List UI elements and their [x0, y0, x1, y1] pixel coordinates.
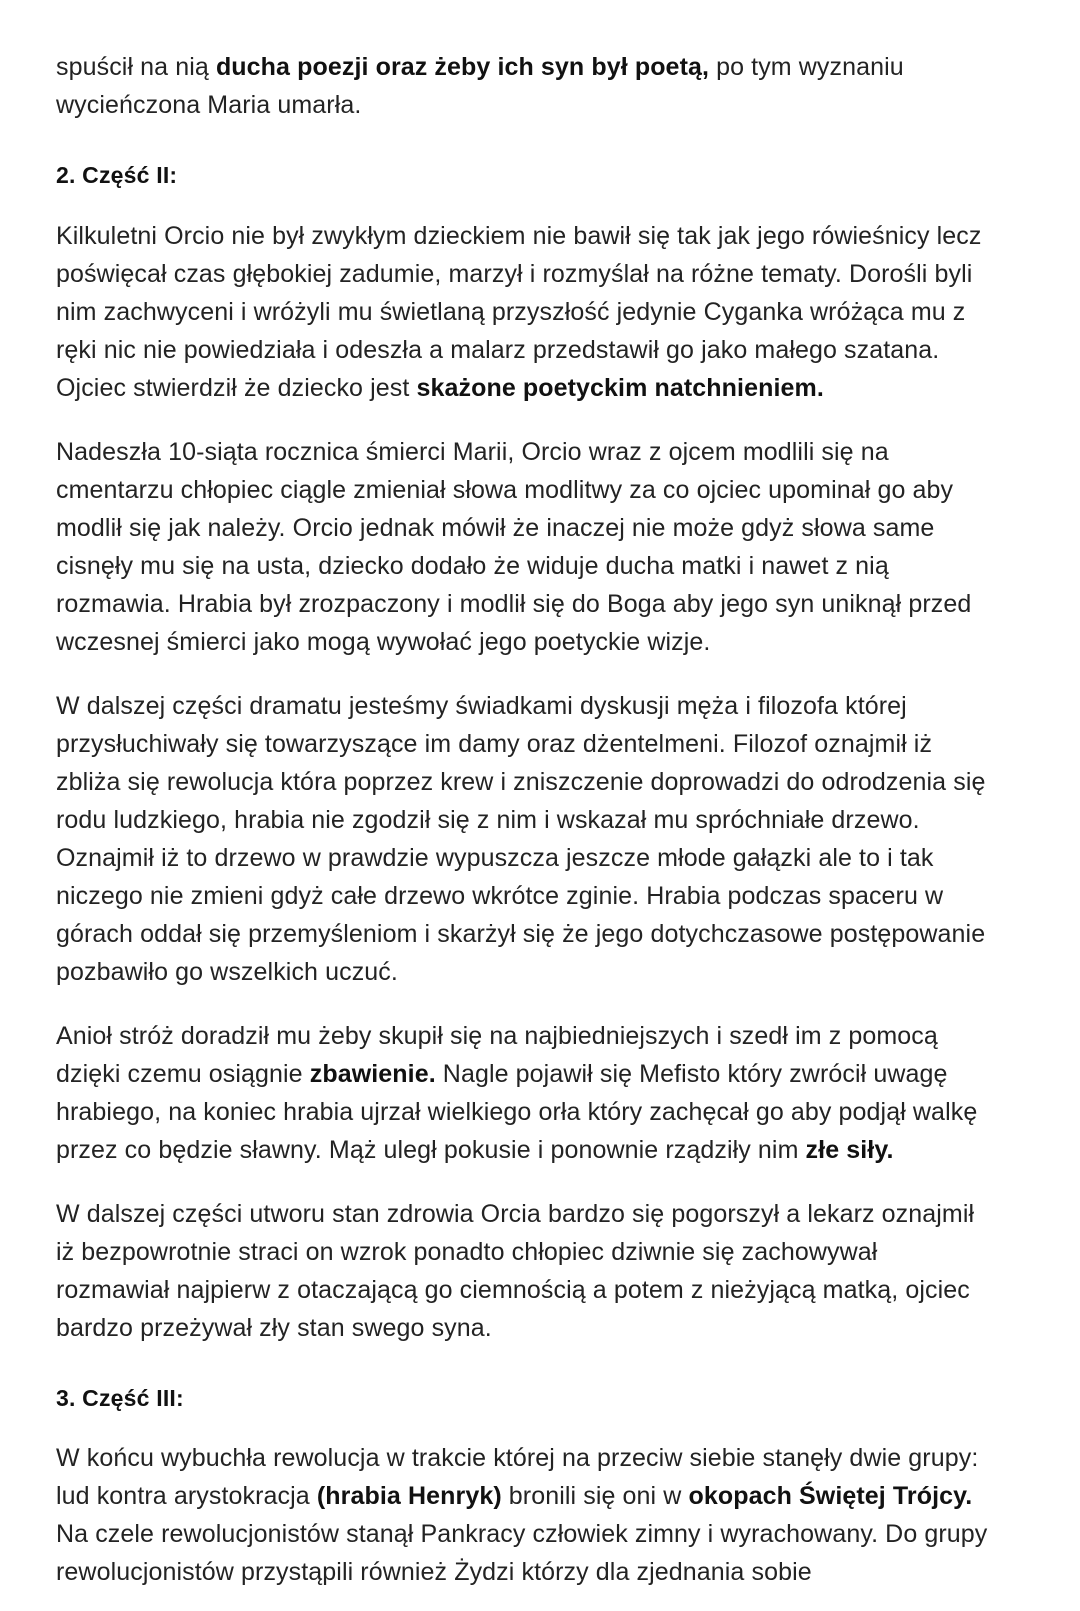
body-text: W dalszej części utworu stan zdrowia Orcia bardzo się pogorszył a lekarz oznajmił iż bezpowrotnie straci on wzrok ponadto chłopiec dziwnie się zachowywał rozmawiał najpierw z otaczającą go ciemnością a potem z nieżyjącą matką, ojciec bardzo przeżywał zły stan swego syna.	[56, 1199, 975, 1342]
body-text: Nadeszła 10-siąta rocznica śmierci Marii, Orcio wraz z ojcem modlili się na cmentarzu chłopiec ciągle zmieniał słowa modlitwy za co ojciec upominał go aby modlił się jak należy. Orcio jednak mówił że inaczej nie może gdyż słowa same cisnęły mu się na usta, dziecko dodało że widuje ducha matki i nawet z nią rozmawia. Hrabia był zrozpaczony i modlił się do Boga aby jego syn uniknął przed wczesnej śmierci jako mogą wywołać jego poetyckie wizje.	[56, 437, 972, 656]
body-text: Na czele rewolucjonistów stanął Pankracy człowiek zimny i wyrachowany. Do grupy rewolucjonistów przystąpili również Żydzi którzy dla zjednania sobie	[56, 1520, 988, 1586]
emphasis-text: 3. Część III:	[56, 1384, 184, 1411]
paragraph-rocznica-smierci	[56, 433, 996, 661]
body-text: Anioł stróż doradził mu żeby skupił się na najbiedniejszych i szedł im z pomocą dzięki czemu osiągnie	[56, 1021, 938, 1088]
emphasis-text: złe siły.	[805, 1135, 894, 1164]
paragraph-rewolucja	[56, 1439, 996, 1591]
body-text: W końcu wybuchła rewolucja w trakcie której na przeciw siebie stanęły dwie grupy: lud kontra arystokracja	[56, 1444, 979, 1510]
emphasis-text: zbawienie.	[309, 1059, 436, 1088]
paragraph-stan-zdrowia-orcia	[56, 1195, 996, 1347]
paragraph-aniol-stroz	[56, 1017, 996, 1169]
paragraph-intro-continuation	[56, 48, 996, 124]
emphasis-text: skażone poetyckim natchnieniem.	[416, 373, 824, 402]
body-text: bronili się oni w	[501, 1482, 689, 1510]
paragraph-dyskusja-filozofa	[56, 687, 996, 991]
emphasis-text: ducha poezji oraz żeby ich syn był poetą,	[215, 53, 710, 81]
heading-czesc-iii	[56, 1381, 996, 1416]
emphasis-text: (hrabia Henryk)	[316, 1482, 502, 1510]
body-text: Nagle pojawił się Mefisto który zwrócił uwagę hrabiego, na koniec hrabia ujrzał wielkiego orła który zachęcał go aby podjął walkę przez co będzie sławny. Mąż uległ pokusie i ponownie rządziły nim	[56, 1059, 978, 1164]
body-text: Kilkuletni Orcio nie był zwykłym dzieckiem nie bawił się tak jak jego rówieśnicy lecz poświęcał czas głębokiej zadumie, marzył i rozmyślał na różne tematy. Dorośli byli nim zachwyceni i wróżyli mu świetlaną przyszłość jedynie Cyganka wróżąca mu z ręki nic nie powiedziała i odeszła a malarz przedstawił go jako małego szatana. Ojciec stwierdził że dziecko jest	[56, 221, 982, 402]
emphasis-text: okopach Świętej Trójcy.	[688, 1482, 973, 1510]
document-body	[56, 48, 996, 1591]
body-text: spuścił na nią	[56, 53, 216, 81]
body-text: W dalszej części dramatu jesteśmy świadkami dyskusji męża i filozofa której przysłuchiwały się towarzyszące im damy oraz dżentelmeni. Filozof oznajmił iż zbliża się rewolucja która poprzez krew i zniszczenie doprowadzi do odrodzenia się rodu ludzkiego, hrabia nie zgodził się z nim i wskazał mu spróchniałe drzewo. Oznajmił iż to drzewo w prawdzie wypuszcza jeszcze młode gałązki ale to i tak niczego nie zmieni gdyż całe drzewo wkrótce zginie. Hrabia podczas spaceru w górach oddał się przemyśleniom i skarżył się że jego dotychczasowe postępowanie pozbawiło go wszelkich uczuć.	[56, 691, 986, 986]
paragraph-orcio-dziecinstwo	[56, 217, 996, 407]
body-text: po tym wyznaniu wycieńczona Maria umarła.	[56, 53, 904, 119]
emphasis-text: 2. Część II:	[56, 162, 178, 188]
heading-czesc-ii	[56, 158, 996, 193]
